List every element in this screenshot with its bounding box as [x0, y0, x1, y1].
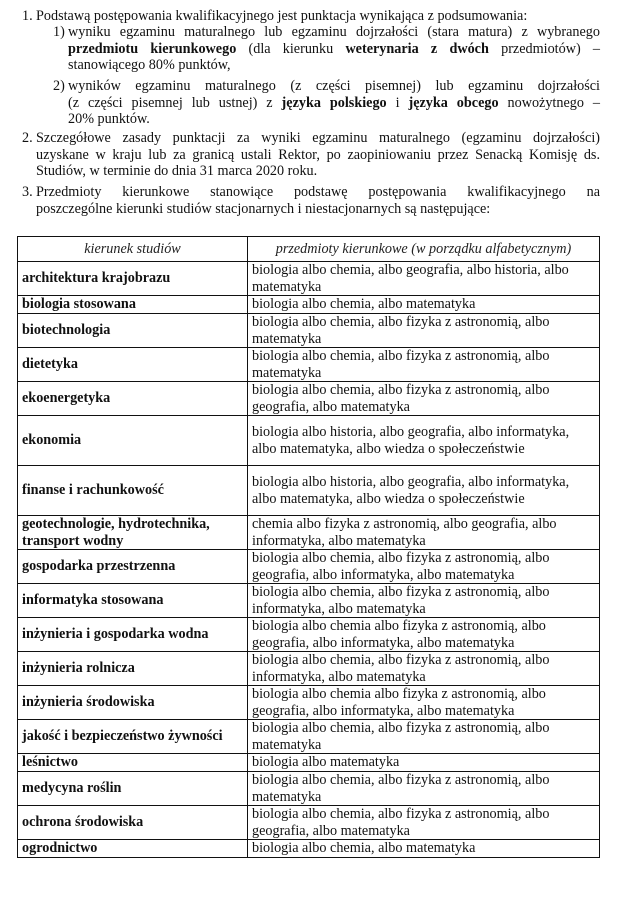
course-subjects: biologia albo chemia, albo fizyka z astronomią, albo matematyka: [248, 720, 600, 754]
course-subjects: biologia albo chemia, albo fizyka z astronomią, albo geografia, albo matematyka: [248, 806, 600, 840]
sub-item-2: [53, 78, 600, 128]
list-number: 3.: [22, 184, 33, 200]
sub-number: 2): [53, 78, 65, 94]
sub-number: 1): [53, 24, 65, 40]
table-row: [18, 296, 600, 314]
sub-item-1: [53, 24, 600, 74]
course-name: inżynieria rolnicza: [18, 652, 248, 686]
column-header-subjects: przedmioty kierunkowe (w porządku alfabetycznym): [248, 237, 600, 262]
course-subjects: biologia albo chemia, albo fizyka z astronomią, albo matematyka: [248, 348, 600, 382]
table-row: [18, 516, 600, 550]
paragraph-line: Podstawą postępowania kwalifikacyjnego jest punktacja wynikająca z podsumowania:: [36, 8, 528, 24]
course-name: ogrodnictwo: [18, 840, 248, 858]
course-name: finanse i rachunkowość: [18, 466, 248, 516]
course-name: ekoenergetyka: [18, 382, 248, 416]
paragraph-line: wyników egzaminu maturalnego (z części pisemnej) lub egzaminu dojrzałości: [68, 78, 600, 94]
courses-table: [17, 236, 600, 858]
paragraph-line: 20% punktów.: [68, 111, 150, 127]
paragraph-line: Szczegółowe zasady punktacji za wyniki egzaminu maturalnego (egzaminu dojrzałości): [36, 130, 600, 146]
course-name: ekonomia: [18, 416, 248, 466]
list-item-1: [22, 8, 600, 25]
course-subjects: chemia albo fizyka z astronomią, albo geografia, albo informatyka, albo matematyka: [248, 516, 600, 550]
column-header-course: kierunek studiów: [18, 237, 248, 262]
course-subjects: biologia albo chemia albo fizyka z astronomią, albo geografia, albo informatyka, albo matematyka: [248, 618, 600, 652]
table-row: [18, 584, 600, 618]
course-subjects: biologia albo chemia, albo fizyka z astronomią, albo informatyka, albo matematyka: [248, 584, 600, 618]
table-row: [18, 382, 600, 416]
table-row: [18, 550, 600, 584]
course-subjects: biologia albo historia, albo geografia, albo informatyka, albo matematyka, albo wiedza o społeczeństwie: [248, 416, 600, 466]
list-item-2: [22, 130, 600, 180]
paragraph-line: przedmiotu kierunkowego (dla kierunku weterynaria z dwóch przedmiotów) –: [68, 40, 600, 57]
course-name: inżynieria środowiska: [18, 686, 248, 720]
course-subjects: biologia albo chemia, albo geografia, albo historia, albo matematyka: [248, 262, 600, 296]
table-row: [18, 772, 600, 806]
table-row: [18, 466, 600, 516]
course-subjects: biologia albo chemia, albo fizyka z astronomią, albo matematyka: [248, 314, 600, 348]
course-subjects: biologia albo chemia, albo fizyka z astronomią, albo geografia, albo matematyka: [248, 382, 600, 416]
table-row: [18, 416, 600, 466]
table-row: [18, 314, 600, 348]
list-item-3: [22, 184, 600, 217]
list-number: 2.: [22, 130, 33, 146]
paragraph-line: (z części pisemnej lub ustnej) z języka polskiego i języka obcego nowożytnego –: [68, 94, 600, 111]
paragraph-line: wyniku egzaminu maturalnego lub egzaminu dojrzałości (stara matura) z wybranego: [68, 24, 600, 40]
list-number: 1.: [22, 8, 33, 24]
course-name: dietetyka: [18, 348, 248, 382]
course-name: architektura krajobrazu: [18, 262, 248, 296]
table-row: [18, 348, 600, 382]
paragraph-line: poszczególne kierunki studiów stacjonarnych i niestacjonarnych są następujące:: [36, 200, 491, 217]
course-subjects: biologia albo chemia, albo fizyka z astronomią, albo informatyka, albo matematyka: [248, 652, 600, 686]
table-row: [18, 806, 600, 840]
paragraph-line: Przedmioty kierunkowe stanowiące podstawę postępowania kwalifikacyjnego na: [36, 184, 600, 200]
course-subjects: biologia albo matematyka: [248, 754, 600, 772]
course-subjects: biologia albo chemia, albo matematyka: [248, 840, 600, 858]
paragraph-line: Studiów, w terminie do dnia 31 marca 2020 roku.: [36, 163, 318, 179]
table-row: [18, 720, 600, 754]
table-row: [18, 618, 600, 652]
course-name: biotechnologia: [18, 314, 248, 348]
course-name: informatyka stosowana: [18, 584, 248, 618]
course-name: medycyna roślin: [18, 772, 248, 806]
course-name: geotechnologie, hydrotechnika, transport wodny: [18, 516, 248, 550]
course-name: inżynieria i gospodarka wodna: [18, 618, 248, 652]
course-name: gospodarka przestrzenna: [18, 550, 248, 584]
course-subjects: biologia albo chemia, albo fizyka z astronomią, albo matematyka: [248, 772, 600, 806]
table-row: [18, 262, 600, 296]
course-subjects: biologia albo chemia, albo fizyka z astronomią, albo geografia, albo informatyka, albo matematyka: [248, 550, 600, 584]
course-name: biologia stosowana: [18, 296, 248, 314]
table-row: [18, 840, 600, 858]
table-header-row: [18, 237, 600, 262]
course-name: leśnictwo: [18, 754, 248, 772]
paragraph-line: stanowiącego 80% punktów,: [68, 57, 231, 73]
course-name: ochrona środowiska: [18, 806, 248, 840]
course-subjects: biologia albo chemia albo fizyka z astronomią, albo geografia, albo informatyka, albo matematyka: [248, 686, 600, 720]
paragraph-line: uzyskane w kraju lub za granicą ustali Rektor, po zaopiniowaniu przez Senacką Komisję ds.: [36, 146, 600, 163]
course-subjects: biologia albo historia, albo geografia, albo informatyka, albo matematyka, albo wiedza o społeczeństwie: [248, 466, 600, 516]
course-subjects: biologia albo chemia, albo matematyka: [248, 296, 600, 314]
table-row: [18, 652, 600, 686]
table-row: [18, 686, 600, 720]
course-name: jakość i bezpieczeństwo żywności: [18, 720, 248, 754]
table-row: [18, 754, 600, 772]
